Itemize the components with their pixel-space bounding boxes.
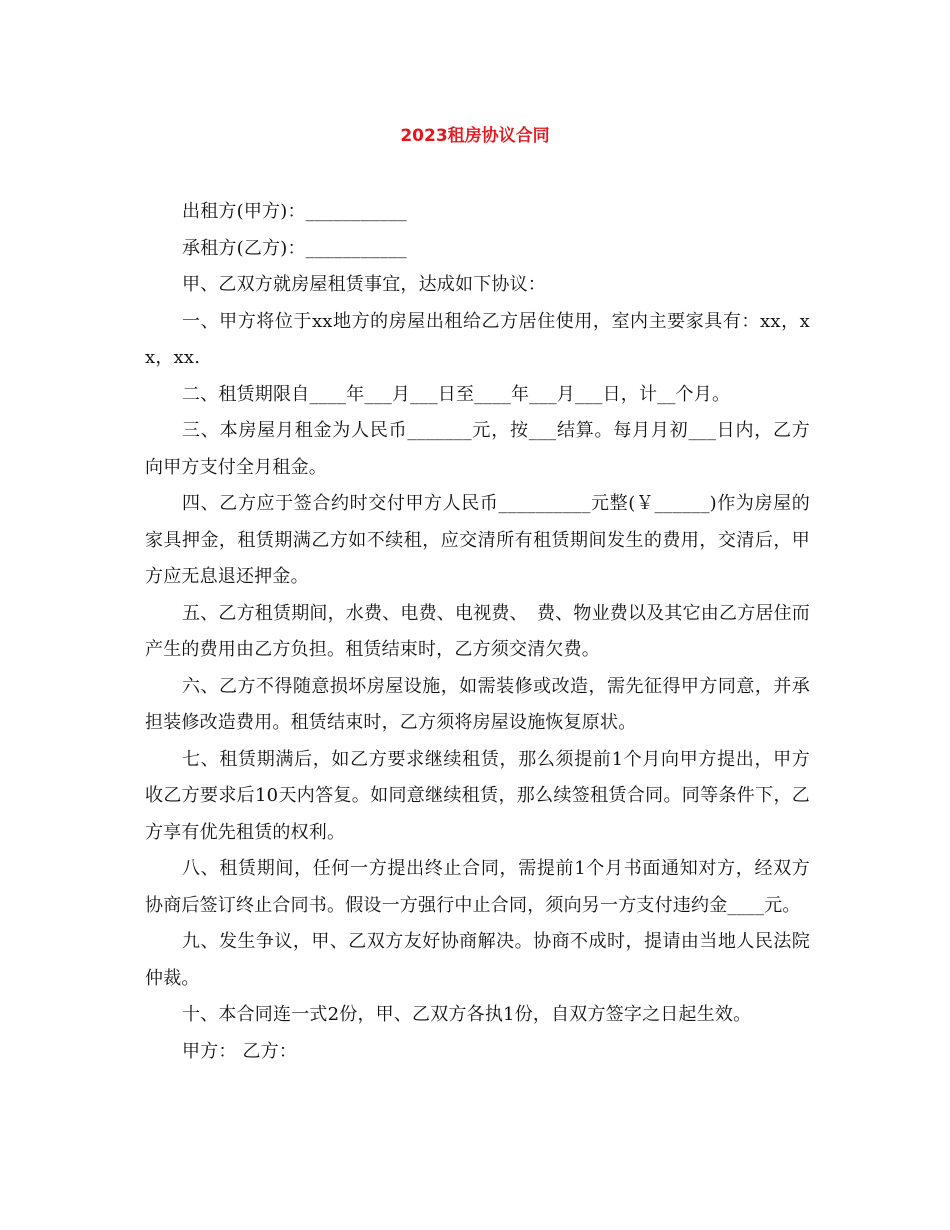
clause-5: 五、乙方租赁期间，水费、电费、电视费、 费、物业费以及其它由乙方居住而产生的费用由乙方负担。租赁结束时，乙方须交清欠费。 — [145, 602, 810, 660]
document-body — [145, 194, 810, 1070]
document-title: 2023租房协议合同 — [400, 126, 550, 146]
lessor-line: 出租方(甲方)：___________ — [182, 201, 407, 222]
clause-2: 二、租赁期限自____年___月___日至____年___月___日，计__个月。 — [182, 383, 731, 405]
clause-9: 九、发生争议，甲、乙双方友好协商解决。协商不成时，提请由当地人民法院仲裁。 — [145, 931, 810, 989]
clause-6: 六、乙方不得随意损坏房屋设施，如需装修或改造，需先征得甲方同意，并承担装修改造费用。租赁结束时，乙方须将房屋设施恢复原状。 — [145, 675, 810, 733]
clause-1: 一、甲方将位于xx地方的房屋出租给乙方居住使用，室内主要家具有：xx，xx，xx. — [145, 310, 810, 368]
agreement-intro: 甲、乙双方就房屋租赁事宜，达成如下协议： — [182, 274, 546, 295]
clause-8: 八、租赁期间，任何一方提出终止合同，需提前1个月书面通知对方，经双方协商后签订终止合同书。假设一方强行中止合同，须向另一方支付违约金____元。 — [145, 858, 810, 916]
lessee-line: 承租方(乙方)：___________ — [182, 237, 407, 259]
clause-7: 七、租赁期满后，如乙方要求继续租赁，那么须提前1个月向甲方提出，甲方收乙方要求后10天内答复。如同意继续租赁，那么续签租赁合同。同等条件下，乙方享有优先租赁的权利。 — [145, 748, 810, 843]
clause-4: 四、乙方应于签合约时交付甲方人民币__________元整(￥______)作为房屋的家具押金，租赁期满乙方如不续租，应交清所有租赁期间发生的费用，交清后，甲方应无息退还押金。 — [145, 493, 810, 587]
clause-10: 十、本合同连一式2份，甲、乙双方各执1份，自双方签字之日起生效。 — [182, 1004, 752, 1025]
clause-3: 三、本房屋月租金为人民币_______元，按___结算。每月月初___日内，乙方向甲方支付全月租金。 — [145, 420, 810, 478]
signature-line: 甲方： 乙方： — [182, 1040, 298, 1062]
